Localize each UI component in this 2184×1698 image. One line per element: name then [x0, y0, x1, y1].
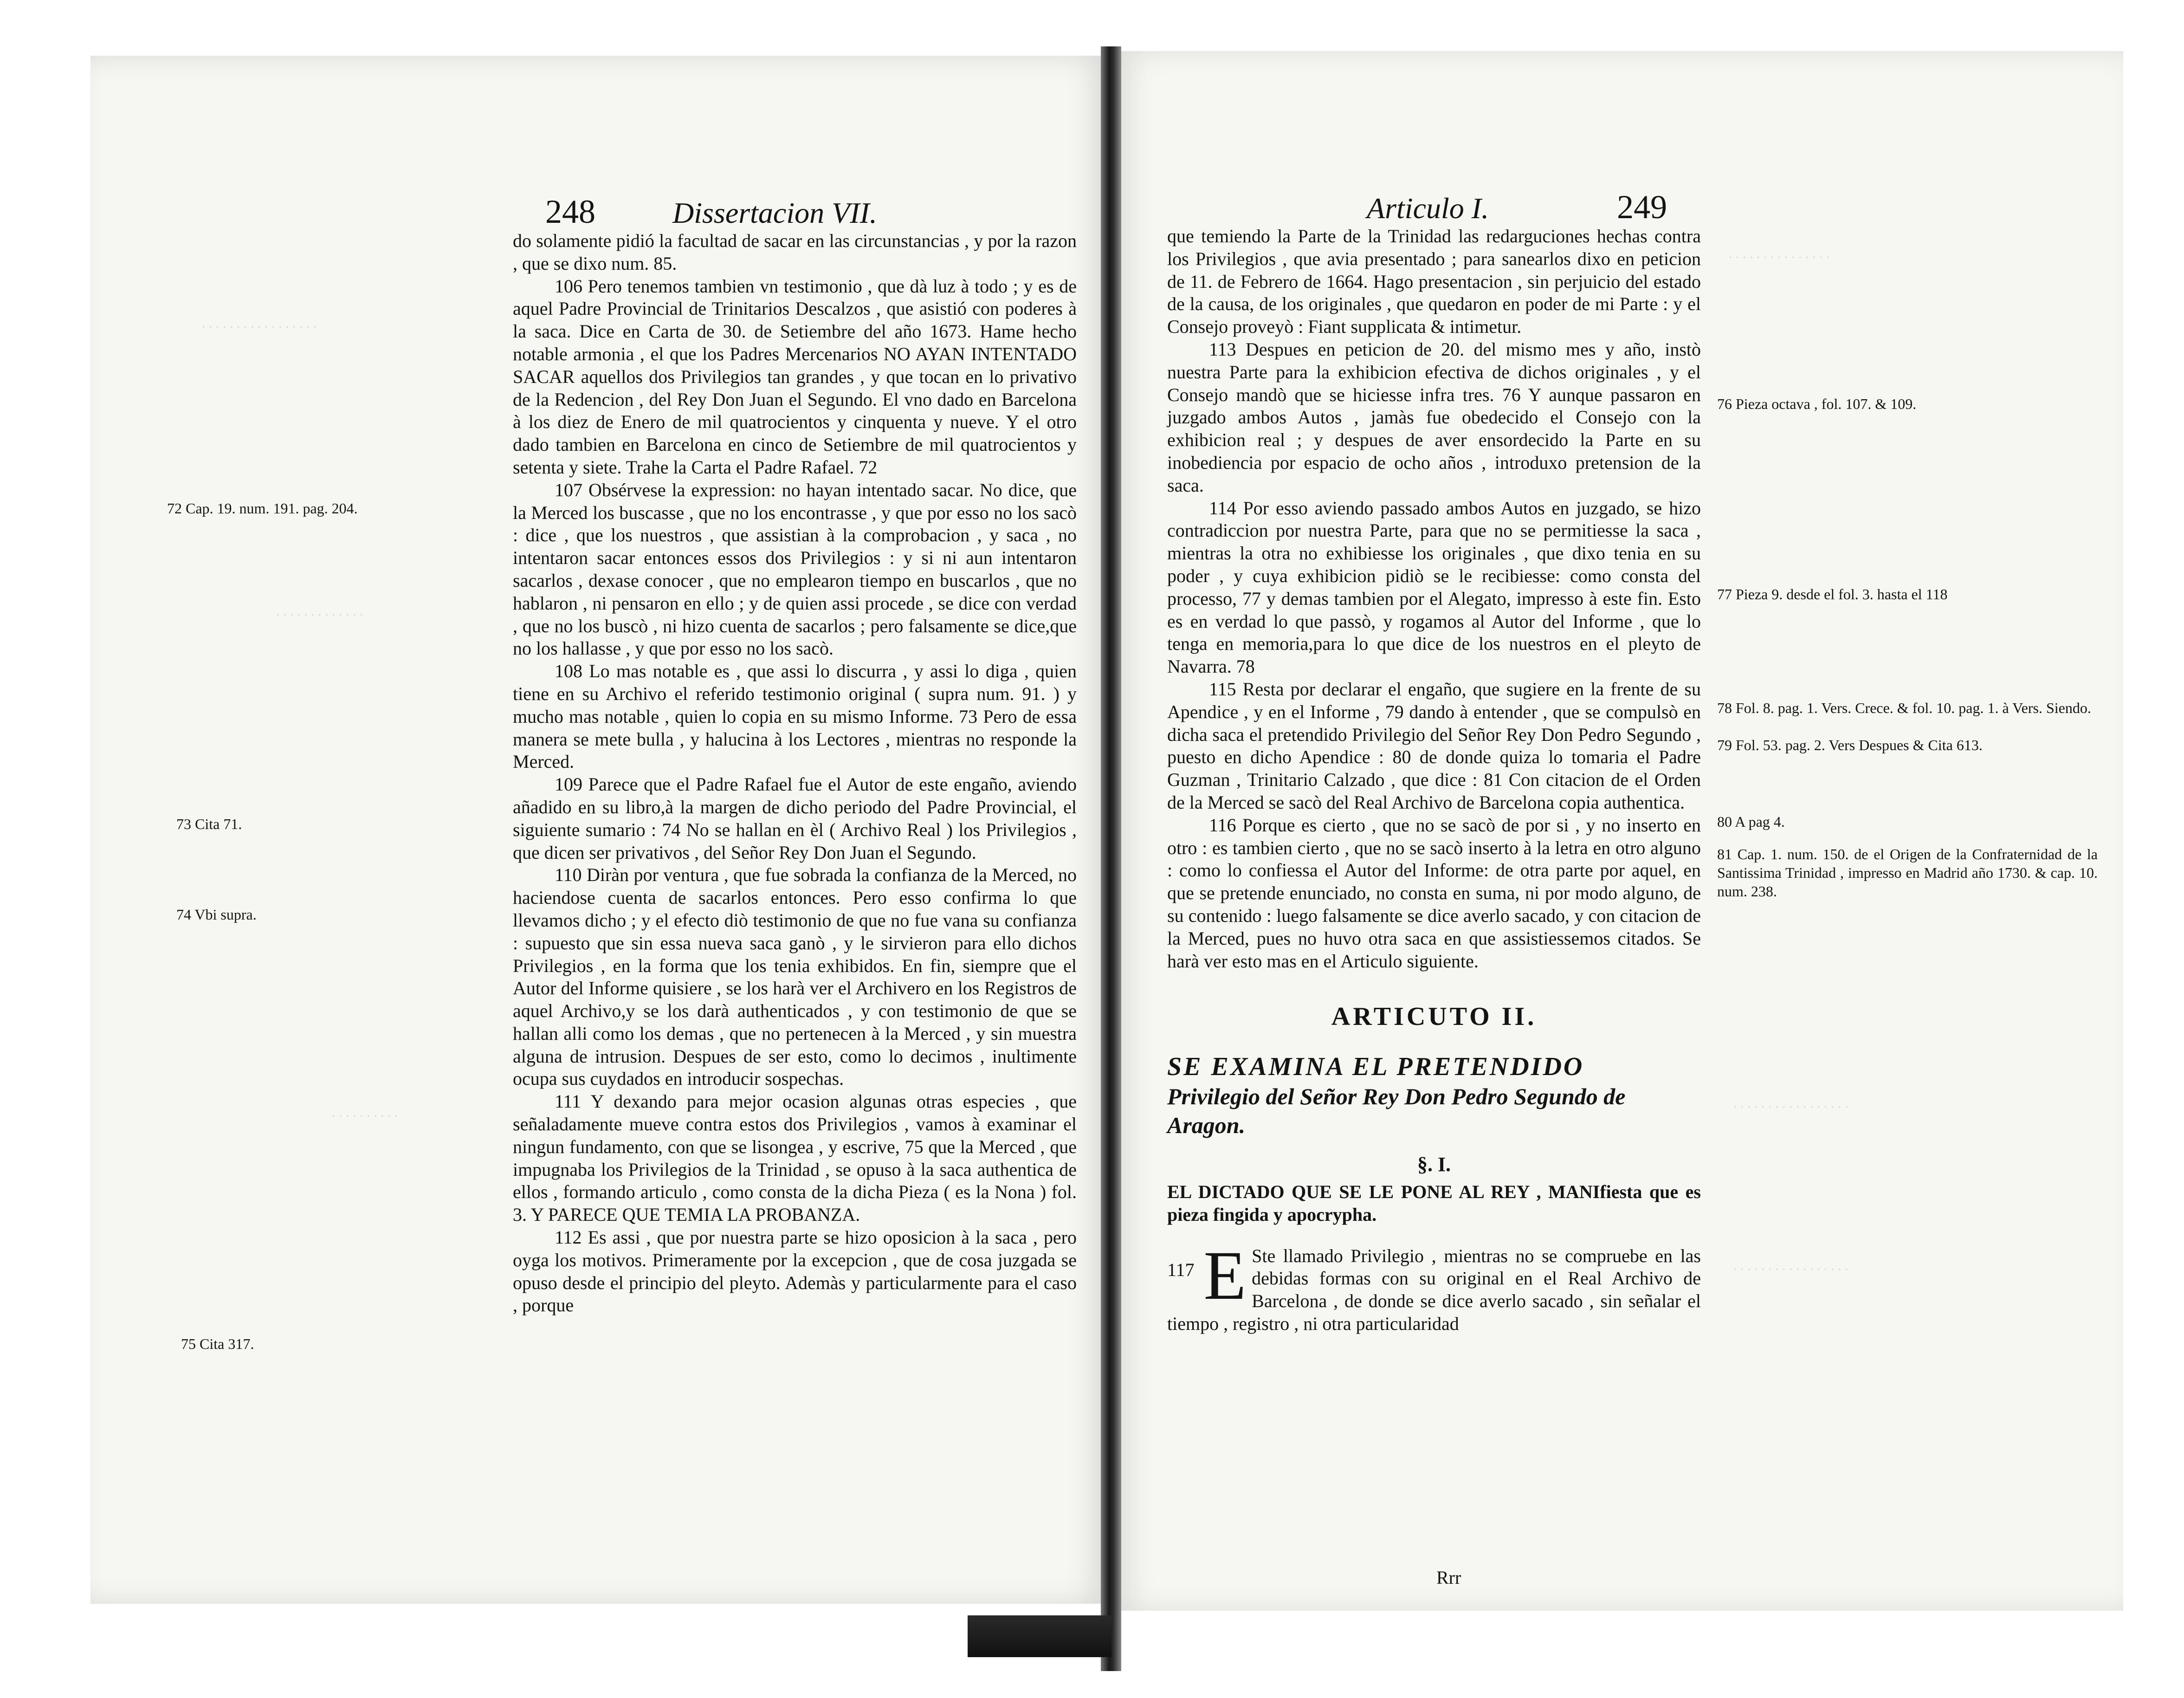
margin-note: 80 A pag 4. [1717, 813, 1785, 830]
bleed-through-text: . . . . . . . . . . . . . . . . . [1733, 1095, 1848, 1111]
book-gutter [1101, 46, 1121, 1671]
paragraph: 110 Diràn por ventura , que fue sobrada la confianza de la Merced, no haciendose cuenta de sacarlos entonces. Pero esso confirma lo que llevamos dicho ; y el efecto diò testimonio de que no fue vana su confianza : supuesto que sin essa nueva saca ganò , y le sirvieron para ello dichos Privilegios , en la forma que los tenia exhibidos. En fin, siempre que el Autor del Informe quisiere , se los harà ver el Archivero en los Registros de aquel Archivo,y se los darà authenticados , y con testimonio de que se hallan alli como los demas , que no pertenecen à la Merced , y sin muestra alguna de intrusion. Despues de ser esto, como lo decimos , inultimente ocupa sus cuydados en introducir sospechas. [513, 864, 1077, 1089]
margin-note: 75 Cita 317. [181, 1335, 254, 1352]
left-page-number: 248 [545, 193, 595, 230]
paragraph: que temiendo la Parte de la Trinidad las redarguciones hechas contra los Privilegios , que avia presentado ; para sanearlos dixo en peticion de 11. de Febrero de 1664. Hago presentacion , sin perjuicio del estado de la causa, de los originales , que quedaron en poder de mi Parte : y el Consejo proveyò : Fiant supplicata & intimetur. [1167, 226, 1701, 337]
paragraph: 107 Obsérvese la expression: no hayan intentado sacar. No dice, que la Merced los buscasse , que no los encontrasse , y que por esso no los sacò : dice , que los nuestros , que assistian à la comprobacion , y saca , no intentaron sacar entonces essos dos Privilegios : y si ni aun intentaron sacarlos , dexase conocer , que no emplearon tiempo en buscarlos , que no hablaron , ni pensaron en ello ; y de quien assi procede , se dice con verdad , que no los buscò , ni hizo cuenta de sacarlos ; pero falsamente se dice,que no los hallasse , y que por esso no los sacò. [513, 479, 1077, 659]
left-running-head [545, 195, 877, 230]
bleed-through-text: . . . . . . . . . . . . . [276, 603, 363, 619]
section-mark: §. I. [1417, 1153, 1451, 1176]
paragraph-text: Ste llamado Privilegio , mientras no se compruebe en las debidas formas con su original en el Real Archivo de Barcelona , de donde se dice averlo sacado , sin señalar el tiempo , registro , ni otra particularidad [1167, 1245, 1701, 1335]
margin-note: 79 Fol. 53. pag. 2. Vers Despues & Cita 613. [1717, 737, 1983, 753]
bleed-through-text: . . . . . . . . . . . . . . . . . [202, 316, 317, 331]
signature-mark: Rrr [1436, 1567, 1461, 1588]
paragraph: 108 Lo mas notable es , que assi lo discurra , y assi lo diga , quien tiene en su Archivo el referido testimonio original ( supra num. 91. ) y mucho mas notable , quien lo copia en su mismo Informe. 73 Pero de essa manera se mete bulla , y halucina à los Lectores , mientras no responde la Merced. [513, 661, 1077, 772]
paragraph: 114 Por esso aviendo passado ambos Autos en juzgado, se hizo contradiccion por nuestra Parte, para que no se permitiesse la saca , mientras la otra no exhibiesse los originales , que dixo tenia en su poder , y cuya exhibicion pidiò se le recibiesse: como consta del processo, 77 y demas tambien por el Alegato, impresso à este fin. Esto es en verdad lo que passò, y rogamos al Autor del Informe , que lo tenga en memoria,para lo que dice de los nuestros en el pleyto de Navarra. 78 [1167, 497, 1701, 677]
paragraph-number: 117 [1167, 1259, 1195, 1280]
article-heading: ARTICUTO II. [1331, 1002, 1537, 1031]
paragraph-117 [1167, 1237, 1701, 1335]
article-subtitle-line1: SE EXAMINA EL PRETENDIDO [1167, 1052, 1584, 1082]
margin-note: 74 Vbi supra. [176, 906, 257, 923]
left-body-text [513, 230, 1077, 1317]
article-subtitle-line2: Privilegio del Señor Rey Don Pedro Segundo de Aragon. [1167, 1083, 1626, 1139]
paragraph: 115 Resta por declarar el engaño, que sugiere en la frente de su Apendice , y en el Informe , 79 dando à entender , que se compulsò en dicha saca el pretendido Privilegio del Señor Rey Don Pedro Segundo , puesto en dicho Apendice : 80 de donde quiza lo tomaria el Padre Guzman , Trinitario Calzado , que dice : 81 Con citacion de el Orden de la Merced se sacò del Real Archivo de Barcelona copia authentica. [1167, 678, 1701, 813]
margin-note: 81 Cap. 1. num. 150. de el Origen de la Confraternidad de la Santissima Trinidad , impresso en Madrid año 1730. & cap. 10. num. 238. [1717, 846, 2098, 900]
paragraph: 111 Y dexando para mejor ocasion algunas otras especies , que señaladamente mueve contra estos dos Privilegios , vamos à examinar el ningun fundamento, con que se lisongea , y escrive, 75 que la Merced , que impugnaba los Privilegios de la Trinidad , se opuso à la saca authentica de ellos , formando articulo , como consta de la dicha Pieza ( es la Nona ) fol. 3. Y PARECE QUE TEMIA LA PROBANZA. [513, 1091, 1077, 1225]
paragraph: 116 Porque es cierto , que no se sacò de por si , y no inserto en otro : es tambien cierto , que no se sacò inserto à la letra en otro alguno : como lo confiessa el Autor del Informe: de otra parte por aquel, en que se pretende enunciado, no consta en suma, ni por modo alguno, de su contenido : luego falsamente se dice averlo sacado, y con citacion de la Merced, pues no huvo otra saca en que assistiessemos citados. Se harà ver esto mas en el Articulo siguiente. [1167, 814, 1701, 972]
left-running-title: Dissertacion VII. [672, 196, 877, 229]
margin-note: 76 Pieza octava , fol. 107. & 109. [1717, 395, 1917, 412]
right-body-text [1167, 225, 1701, 1335]
right-page [1116, 51, 2123, 1611]
section-title: EL DICTADO QUE SE LE PONE AL REY , MANIfiesta que es pieza fingida y apocrypha. [1167, 1181, 1701, 1225]
margin-note: 73 Cita 71. [176, 816, 242, 832]
paragraph: 109 Parece que el Padre Rafael fue el Autor de este engaño, aviendo añadido en su libro,à la margen de dicho periodo del Padre Provincial, el siguiente sumario : 74 No se hallan en èl ( Archivo Real ) los Privilegios , que dicen ser privativos , del Señor Rey Don Juan el Segundo. [513, 774, 1077, 863]
right-running-title: Articulo I. [1367, 192, 1489, 225]
binding-tab [968, 1615, 1111, 1657]
margin-note: 77 Pieza 9. desde el fol. 3. hasta el 118 [1717, 586, 1948, 603]
bleed-through-text: . . . . . . . . . . . . . . . . . [1733, 1258, 1848, 1273]
right-running-head [1367, 190, 1667, 225]
paragraph: 112 Es assi , que por nuestra parte se hizo oposicion à la saca , pero oyga los motivos. Primeramente por la excepcion , que de cosa juzgada se opuso desde el principio del pleyto. Ademàs y particularmente para el caso , porque [513, 1227, 1077, 1316]
right-page-number: 249 [1617, 188, 1667, 226]
margin-note: 78 Fol. 8. pag. 1. Vers. Crece. & fol. 10. pag. 1. à Vers. Siendo. [1717, 700, 2091, 716]
paragraph: 106 Pero tenemos tambien vn testimonio , que dà luz à todo ; y es de aquel Padre Provincial de Trinitarios Descalzos , que asistió con poderes à la saca. Dice en Carta de 30. de Setiembre del año 1673. Hame hecho notable armonia , el que los Padres Mercenarios NO AYAN INTENTADO SACAR aquellos dos Privilegios tan grandes , y que tocan en lo privativo de la Redencion , del Rey Don Juan el Segundo. El vno dado en Barcelona à los diez de Enero de mil quatrocientos y cinquenta y nueve. Y el otro dado tambien en Barcelona en cinco de Setiembre de mil quatrocientos y setenta y siete. Trahe la Carta el Padre Rafael. 72 [513, 275, 1077, 478]
left-page [90, 56, 1107, 1604]
bleed-through-text: . . . . . . . . . . [332, 1105, 398, 1120]
margin-note: 72 Cap. 19. num. 191. pag. 204. [167, 500, 358, 517]
paragraph: do solamente pidió la facultad de sacar en las circunstancias , y por la razon , que se dixo num. 85. [513, 230, 1077, 274]
drop-cap: E [1203, 1237, 1247, 1314]
bleed-through-text: . . . . . . . . . . . . . . . [1729, 246, 1830, 261]
paragraph: 113 Despues en peticion de 20. del mismo mes y año, instò nuestra Parte para la exhibicion efectiva de dichos originales , y el Consejo mandò que se hiciesse infra tres. 76 Y aunque passaron en juzgado ambos Autos , jamàs fue obedecido el Consejo con la exhibicion real ; y despues de aver ensordecido la Parte en su inobediencia por espacio de ocho años , introduxo pretension de la saca. [1167, 338, 1701, 496]
